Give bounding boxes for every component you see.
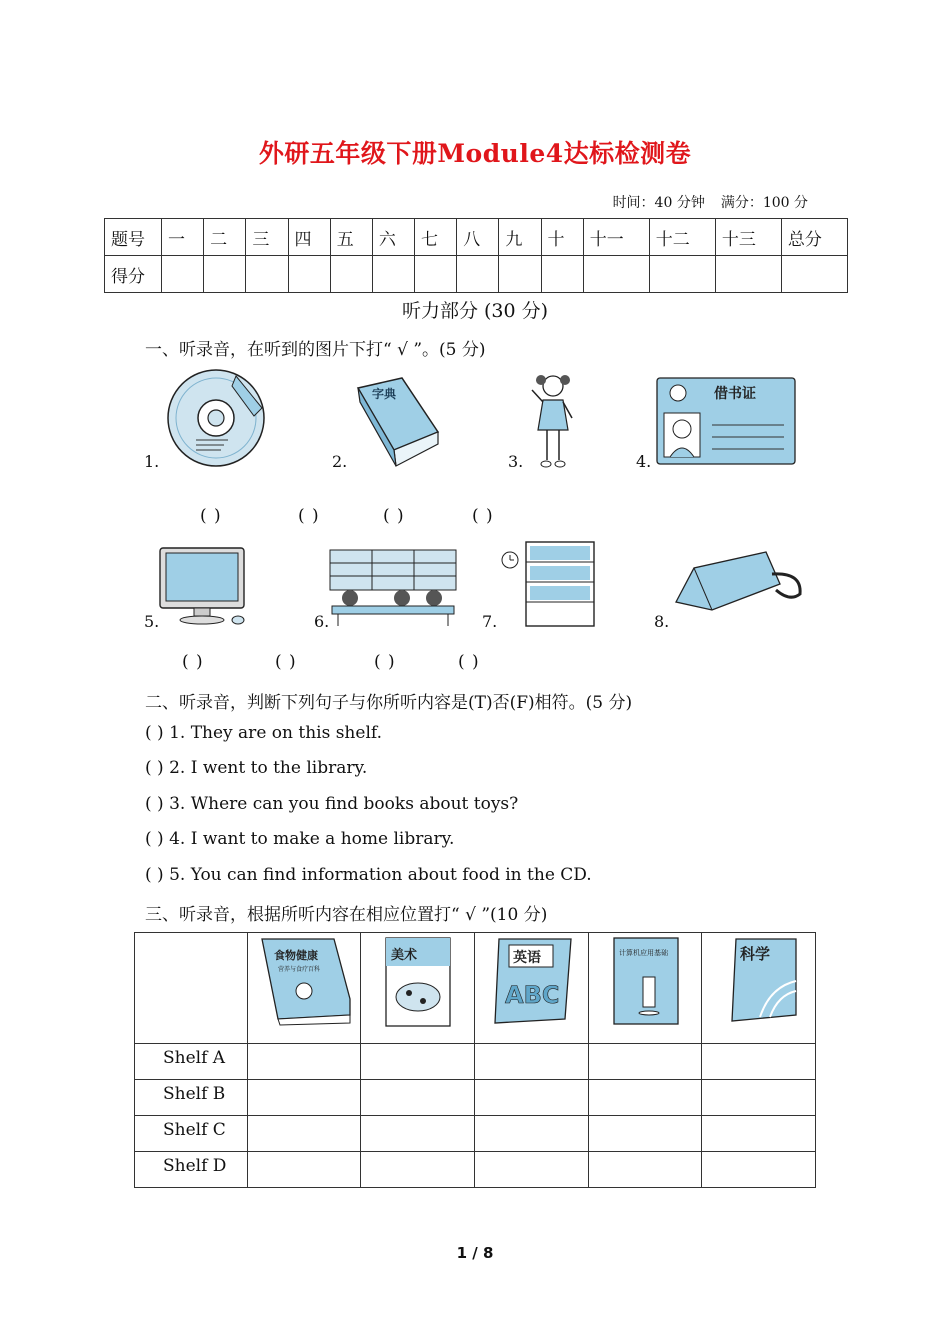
score-cell[interactable] [162,256,204,293]
score-col: 一 [162,219,204,256]
score-col: 十一 [583,219,649,256]
statement: ( ) 1. They are on this shelf. [145,723,382,743]
computer-monitor-icon [158,546,250,628]
shelf-label: Shelf D [135,1152,248,1188]
score-cell[interactable] [330,256,372,293]
shelf-table [134,932,816,1188]
shelf-label: Shelf A [135,1044,248,1080]
answer-blank[interactable]: ( ) [458,652,480,672]
answer-blank[interactable]: ( ) [275,652,297,672]
score-cell[interactable] [715,256,781,293]
shelf-cell[interactable] [361,1116,475,1152]
score-table-score-row [105,256,848,293]
item-number: 5. [144,612,160,631]
shelf-cell[interactable] [361,1080,475,1116]
answer-blank[interactable]: ( ) [374,652,396,672]
score-col: 三 [246,219,288,256]
score-col: 十二 [649,219,715,256]
score-cell[interactable] [541,256,583,293]
score-cell[interactable] [246,256,288,293]
exam-time: 时间：40 分钟 [612,195,705,211]
shelf-cell[interactable] [475,1044,589,1080]
shelf-cell[interactable] [702,1116,816,1152]
score-cell[interactable] [583,256,649,293]
answer-blank[interactable]: ( ) [383,506,405,526]
statement: ( ) 2. I went to the library. [145,758,368,778]
score-col: 六 [372,219,414,256]
score-cell[interactable] [288,256,330,293]
shelf-cell[interactable] [247,1044,361,1080]
art-book-icon [385,937,451,1027]
book-header-cell [247,933,361,1044]
listening-section-heading: 听力部分 (30 分) [401,300,549,322]
shelf-cell[interactable] [361,1152,475,1188]
answer-blank[interactable]: ( ) [182,652,204,672]
book-title: 美术 [391,948,418,963]
food-health-book-icon [260,935,352,1027]
score-cell[interactable] [649,256,715,293]
part3-instruction: 三、听录音，根据所听内容在相应位置打“ √ ”(10 分) [145,905,548,925]
shelf-cell[interactable] [475,1080,589,1116]
shelf-cell[interactable] [588,1152,702,1188]
score-cell[interactable] [499,256,541,293]
answer-blank[interactable]: ( ) [298,506,320,526]
score-col: 七 [415,219,457,256]
school-bag-icon [672,550,804,612]
score-col: 总分 [781,219,847,256]
answer-blank[interactable]: ( ) [200,506,222,526]
score-table-score-label: 得分 [105,256,162,293]
library-reading-room-icon [328,548,458,628]
cd-disc-icon [166,368,266,468]
book-header-cell [702,933,816,1044]
statement: ( ) 4. I want to make a home library. [145,829,455,849]
science-book-icon [730,937,800,1025]
shelf-cell[interactable] [702,1152,816,1188]
score-col: 二 [204,219,246,256]
score-col: 十 [541,219,583,256]
score-cell[interactable] [204,256,246,293]
score-cell[interactable] [372,256,414,293]
item-number: 4. [636,452,652,471]
shelf-label: Shelf B [135,1080,248,1116]
book-header-cell [588,933,702,1044]
shelf-row [135,1152,816,1188]
exam-info [613,192,808,212]
shelf-cell[interactable] [361,1044,475,1080]
girl-icon [528,372,578,470]
page-number: 1 / 8 [456,1244,494,1262]
shelf-cell[interactable] [588,1044,702,1080]
score-table-header-label: 题号 [105,219,162,256]
shelf-cell[interactable] [588,1080,702,1116]
score-col: 九 [499,219,541,256]
item-number: 2. [332,452,348,471]
book-header-cell [361,933,475,1044]
shelf-label: Shelf C [135,1116,248,1152]
exam-full-score: 满分：100 分 [720,195,808,211]
score-col: 五 [330,219,372,256]
score-cell[interactable] [415,256,457,293]
part2-instruction: 二、听录音，判断下列句子与你所听内容是(T)否(F)相符。(5 分) [145,693,633,713]
item-number: 3. [508,452,524,471]
dictionary-title: 字典 [372,387,397,401]
book-title: 食物健康 [273,949,318,962]
book-title: 计算机应用基础 [618,949,668,957]
shelf-cell[interactable] [702,1044,816,1080]
shelf-cell[interactable] [475,1152,589,1188]
english-book-icon [493,937,573,1025]
score-col: 十三 [715,219,781,256]
book-header-cell [475,933,589,1044]
answer-blank[interactable]: ( ) [472,506,494,526]
shelf-cell[interactable] [588,1116,702,1152]
shelf-cell[interactable] [247,1116,361,1152]
bookshelf-icon [498,540,598,628]
dictionary-icon [356,376,440,468]
item-number: 1. [144,452,160,471]
score-table [104,218,848,293]
score-cell[interactable] [457,256,499,293]
page-title: 外研五年级下册Module4达标检测卷 [258,139,692,168]
shelf-table-corner [135,933,248,1044]
item-number: 6. [314,612,330,631]
shelf-row [135,1080,816,1116]
statement: ( ) 3. Where can you find books about toys? [145,794,519,814]
book-subtitle: 营养与食疗百科 [277,966,320,973]
shelf-cell[interactable] [247,1152,361,1188]
part1-instruction: 一、听录音，在听到的图片下打“ √ ”。(5 分) [145,340,486,360]
score-col: 八 [457,219,499,256]
score-col: 四 [288,219,330,256]
score-table-header-row [105,219,848,256]
library-card-title: 借书证 [714,386,756,402]
item-number: 8. [654,612,670,631]
score-cell[interactable] [781,256,847,293]
shelf-cell[interactable] [247,1080,361,1116]
shelf-cell[interactable] [475,1116,589,1152]
book-title: 英语 [513,950,542,966]
statement: ( ) 5. You can find information about food in the CD. [145,865,592,885]
book-extra: ABC [505,981,560,1009]
book-title: 科学 [740,945,771,963]
shelf-cell[interactable] [702,1080,816,1116]
library-card-icon [656,377,796,465]
shelf-table-header-row [135,933,816,1044]
item-number: 7. [482,612,498,631]
shelf-row [135,1116,816,1152]
computer-book-icon [613,937,679,1025]
shelf-row [135,1044,816,1080]
